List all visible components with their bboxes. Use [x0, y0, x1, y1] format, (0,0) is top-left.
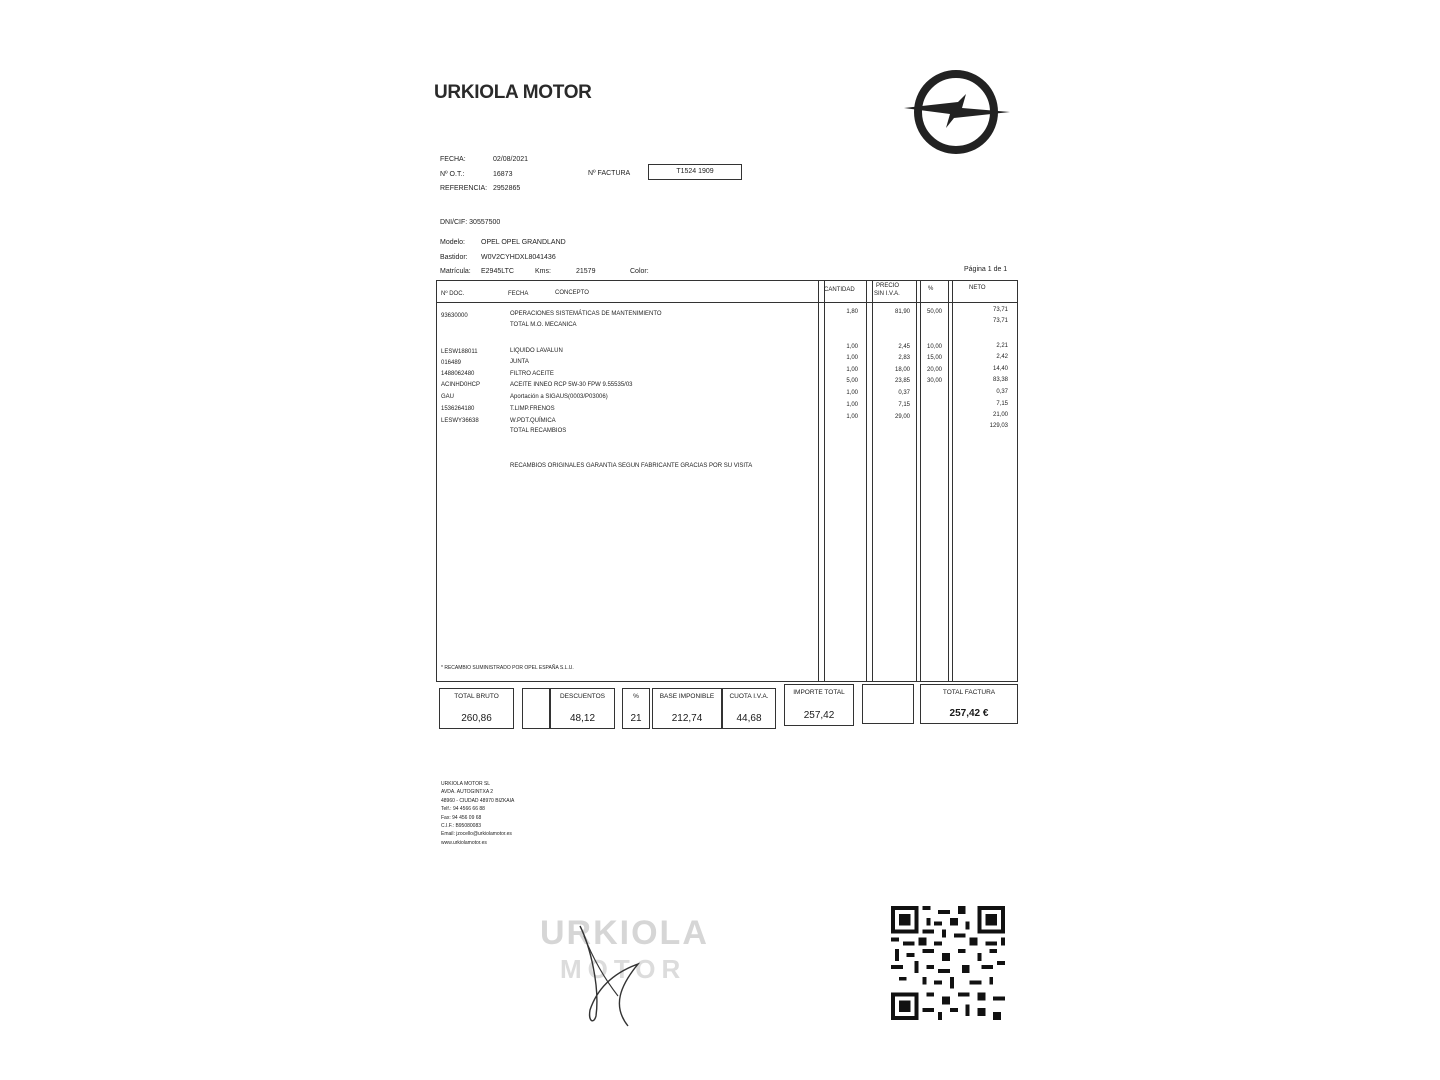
col-divider	[824, 280, 825, 682]
company-name: URKIOLA MOTOR	[434, 82, 592, 103]
row-concepto: ACEITE INNEO RCP 5W-30 FPW 9.55535/03	[510, 382, 633, 388]
ref-value: 2952865	[493, 185, 521, 192]
company-info-line: Fax: 94 456 09 68	[441, 814, 482, 821]
company-info-line: Telf.: 94 4566 66 88	[441, 806, 485, 813]
color-label: Color:	[630, 268, 649, 275]
row-precio: 2,45	[898, 344, 910, 350]
importe-box	[784, 684, 854, 726]
company-info	[441, 780, 514, 847]
dni-text: DNI/CIF: 30557500	[440, 219, 501, 226]
factura-label: Nº FACTURA	[588, 170, 631, 177]
row-precio: 7,15	[898, 402, 910, 408]
total-bruto-value: 260,86	[461, 713, 492, 724]
total-bruto-box	[439, 688, 514, 729]
ot-value: 16873	[493, 171, 513, 178]
company-info-line: Email: jzocello@urkiolamotor.es	[441, 831, 512, 838]
base-value: 212,74	[671, 713, 703, 724]
row-neto: 14,40	[992, 366, 1008, 372]
col-header-precio-sub: SIN I.V.A.	[874, 291, 900, 297]
ot-label: Nº O.T.:	[440, 171, 465, 178]
row-neto: 21,00	[992, 412, 1008, 418]
row-cantidad: 1,00	[846, 367, 858, 373]
ref-label: REFERENCIA:	[440, 185, 488, 192]
descuentos-box	[550, 688, 615, 729]
col-header-neto: NETO	[969, 285, 986, 291]
col-header-pct: %	[928, 286, 934, 292]
row-neto: 2,21	[996, 343, 1008, 349]
col-divider	[952, 280, 953, 682]
signature-stamp-icon	[520, 906, 750, 1036]
kms-value: 21579	[576, 268, 596, 275]
pct-value: 21	[630, 713, 642, 724]
matricula-label: Matrícula:	[440, 268, 471, 275]
row-cantidad: 1,00	[846, 390, 858, 396]
company-info-line: 48960 - CIUDAD 48970 BIZKAIA	[441, 797, 515, 804]
row-cantidad: 1,00	[846, 414, 858, 420]
empty-box	[522, 688, 550, 729]
importe-label: IMPORTE TOTAL	[793, 689, 845, 696]
row-concepto: Aportación a SIGAUS(0003/P03006)	[510, 394, 608, 400]
row-doc: 016489	[441, 360, 462, 366]
base-box	[652, 688, 722, 729]
row-concepto: OPERACIONES SISTEMÁTICAS DE MANTENIMIENTO	[510, 311, 662, 317]
row-precio: 0,37	[898, 390, 910, 396]
row-neto: 7,15	[996, 401, 1008, 407]
row-doc: LESW188011	[441, 349, 478, 355]
row-pct: 15,00	[926, 355, 942, 361]
warranty-note: RECAMBIOS ORIGINALES GARANTIA SEGUN FABRICANTE GRACIAS POR SU VISITA	[510, 463, 753, 469]
fecha-label: FECHA:	[440, 156, 466, 163]
company-info-line: C.I.F.: B95080083	[441, 823, 482, 830]
row-concepto: FILTRO ACEITE	[510, 371, 554, 377]
row-pct: 10,00	[926, 344, 942, 350]
col-header-precio: PRECIO	[876, 283, 900, 289]
cuota-label: CUOTA I.V.A.	[729, 693, 769, 700]
empty-box	[862, 684, 914, 724]
row-concepto: LIQUIDO LAVALUN	[510, 348, 563, 354]
company-info-line: URKIOLA MOTOR SL	[441, 781, 491, 787]
row-concepto: T.LIMP.FRENOS	[510, 406, 555, 412]
row-precio: 2,83	[898, 355, 910, 361]
row-cantidad: 1,00	[846, 344, 858, 350]
row-doc: 1536264180	[441, 406, 475, 412]
row-doc: LESWY36638	[441, 418, 479, 424]
row-cantidad: 1,80	[846, 309, 858, 315]
row-precio: 18,00	[894, 367, 910, 373]
modelo-label: Modelo:	[440, 239, 465, 246]
base-label: BASE IMPONIBLE	[659, 693, 715, 700]
header-divider	[436, 302, 1018, 303]
pct-label: %	[633, 693, 639, 700]
row-pct: 50,00	[926, 309, 942, 315]
row-neto: 83,38	[992, 377, 1008, 383]
total-factura-value: 257,42 €	[949, 708, 989, 719]
row-concepto: JUNTA	[510, 359, 529, 365]
row-precio: 29,00	[894, 414, 910, 420]
company-info-line: www.urkiolamotor.es	[441, 839, 487, 846]
svg-text:URKIOLA: URKIOLA	[540, 914, 709, 952]
col-divider	[872, 280, 873, 682]
col-header-cantidad: CANTIDAD	[824, 287, 855, 293]
total-factura-label: TOTAL FACTURA	[942, 689, 996, 696]
row-pct: 20,00	[926, 367, 942, 373]
row-doc: GAU	[441, 394, 455, 400]
row-doc: 1488062480	[441, 371, 475, 377]
col-divider	[818, 280, 819, 682]
bastidor-label: Bastidor:	[440, 254, 468, 261]
row-cantidad: 1,00	[846, 402, 858, 408]
cuota-value: 44,68	[736, 713, 762, 724]
total-bruto-label: TOTAL BRUTO	[454, 693, 499, 700]
descuentos-value: 48,12	[569, 713, 596, 724]
company-info-line: AVDA. AUTOGINTXA 2	[441, 789, 494, 796]
bastidor-value: W0V2CYHDXL8041436	[481, 254, 556, 261]
row-precio: 23,85	[894, 378, 910, 384]
row-doc: ACINHD0HCP	[441, 382, 481, 388]
row-precio: 81,90	[894, 309, 910, 315]
cuota-box	[722, 688, 776, 729]
footnote: * RECAMBIO SUMINISTRADO POR OPEL ESPAÑA S.L.U.	[441, 665, 574, 671]
row-cantidad: 5,00	[846, 378, 858, 384]
importe-value: 257,42	[803, 710, 835, 721]
col-header-doc: Nº DOC.	[441, 291, 465, 297]
opel-logo-icon	[904, 68, 1012, 156]
qr-code-icon	[890, 906, 1006, 1020]
col-divider	[920, 280, 921, 682]
row-concepto: W.PDT.QUÍMICA	[510, 418, 556, 424]
fecha-value: 02/08/2021	[493, 156, 529, 163]
row-concepto: TOTAL RECAMBIOS	[510, 428, 567, 434]
col-header-concepto: CONCEPTO	[555, 290, 589, 296]
row-neto: 73,71	[992, 318, 1008, 324]
invoice-number: T1524 1909	[648, 164, 742, 180]
row-concepto: TOTAL M.O. MECANICA	[510, 322, 577, 328]
row-pct: 30,00	[926, 378, 942, 384]
row-neto: 0,37	[996, 389, 1008, 395]
modelo-value: OPEL OPEL GRANDLAND	[481, 239, 566, 246]
svg-text:MOTOR: MOTOR	[560, 954, 687, 984]
col-divider	[866, 280, 867, 682]
pct-box	[622, 688, 650, 729]
kms-label: Kms:	[535, 268, 551, 275]
col-divider	[948, 280, 949, 682]
row-neto: 73,71	[992, 307, 1008, 313]
descuentos-label: DESCUENTOS	[559, 693, 606, 700]
row-neto: 129,03	[989, 423, 1008, 429]
row-doc: 93630000	[441, 313, 468, 319]
page-indicator: Página 1 de 1	[964, 266, 1008, 273]
col-header-fecha: FECHA	[508, 291, 529, 297]
row-cantidad: 1,00	[846, 355, 858, 361]
items-table	[436, 280, 1018, 682]
total-factura-box	[920, 684, 1018, 724]
col-divider	[916, 280, 917, 682]
matricula-value: E2945LTC	[481, 268, 514, 275]
row-neto: 2,42	[996, 354, 1008, 360]
